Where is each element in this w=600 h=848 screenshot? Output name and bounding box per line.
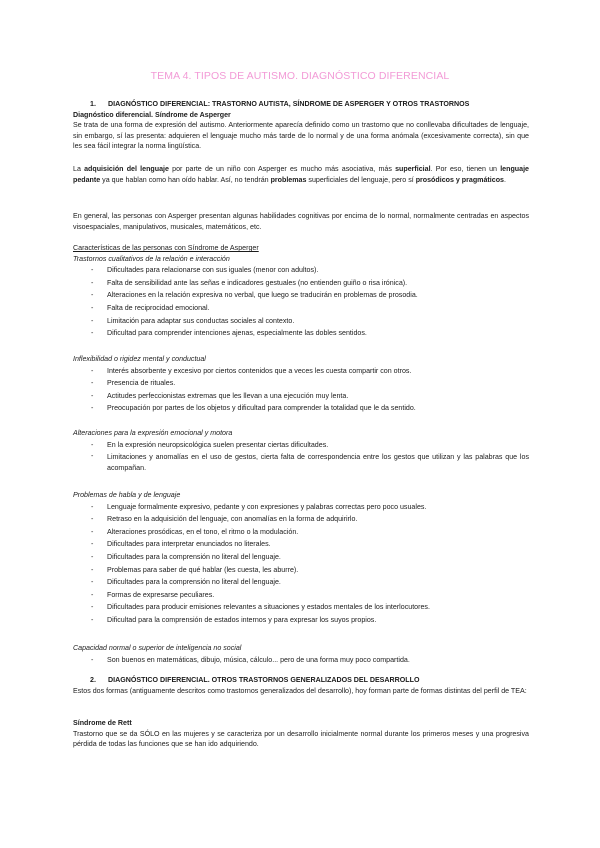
section-2-number: 2. (90, 676, 96, 684)
group-3-block (73, 428, 529, 475)
list-item (73, 402, 529, 415)
dash-bullet: - (91, 316, 94, 325)
group-4-block (73, 490, 529, 627)
list-item (73, 315, 529, 328)
section-1-paragraph-3: En general, las personas con Asperger presentan algunas habilidades cognitivas por encima de lo normal, normalmente centradas en aspectos visoespaciales, manipulativos, musicales, matemáticos, etc. (73, 212, 529, 231)
list-item-text: Problemas para saber de qué hablar (les cuesta, les aburre). (107, 565, 299, 574)
list-item-text: Dificultades para relacionarse con sus iguales (menor con adultos). (107, 266, 319, 275)
dash-bullet: - (91, 578, 94, 587)
list-item (73, 601, 529, 614)
group-3-list (73, 439, 529, 476)
list-item-text: Limitaciones y anomalías en el uso de gestos, cierta falta de correspondencia entre los gestos que utilizan y las palabras que los acompañan. (107, 453, 529, 472)
list-item-text: Dificultades para producir emisiones relevantes a situaciones y estados mentales de los interlocutores. (107, 603, 430, 612)
rett-block (73, 718, 529, 750)
section-2-paragraph-1: Estos dos formas (antiguamente descritos como trastornos generalizados del desarrollo), hoy forman parte de formas distintas del perfil de TEA: (73, 686, 527, 695)
p2-bold-2: superficial (395, 165, 431, 173)
list-item (73, 327, 529, 340)
list-item (73, 564, 529, 577)
list-item-text: En la expresión neuropsicológica suelen presentar ciertas dificultades. (107, 440, 329, 449)
dash-bullet: - (91, 291, 94, 300)
dash-bullet: - (91, 366, 94, 375)
p2-bold-1: adquisición del lenguaje (84, 165, 169, 173)
rett-text: Trastorno que se da SÓLO en las mujeres y se caracteriza por un desarrollo inicialmente normal durante los primeros meses y una progresiva pérdida de todas las funciones que se han ido adquiriendo. (73, 729, 529, 749)
list-item (73, 289, 529, 302)
dash-bullet: - (91, 278, 94, 287)
p2-text-5: superficiales del lenguaje, pero sí (306, 175, 416, 184)
list-item (73, 264, 529, 277)
group-2-title: Inflexibilidad o rigidez mental y conductual (73, 355, 206, 363)
list-item-text: Lenguaje formalmente expresivo, pedante y con expresiones y palabras correctas pero poco usuales. (107, 502, 427, 511)
characteristics-block (73, 243, 529, 340)
list-item (73, 576, 529, 589)
dash-bullet: - (91, 565, 94, 574)
dash-bullet: - (91, 540, 94, 549)
group-3-title: Alteraciones para la expresión emocional y motora (73, 429, 233, 437)
group-2-list (73, 365, 529, 415)
group-5-list (73, 654, 529, 667)
list-item-text: Dificultad para comprender intenciones ajenas, especialmente las dobles sentidos. (107, 329, 367, 338)
list-item-text: Dificultad para la comprensión de estados internos y para expresar los suyos propios. (107, 615, 377, 624)
p2-text-4: ya que hablan como han oído hablar. Así, no tendrán (100, 175, 271, 184)
list-item (73, 451, 529, 475)
section-1-number: 1. (90, 100, 96, 108)
p2-bold-5: prosódicos y pragmáticos (415, 175, 504, 184)
list-item-text: Actitudes perfeccionistas extremas que les llevan a una ejecución muy lenta. (107, 391, 349, 400)
list-item-text: Interés absorbente y excesivo por ciertos contenidos que a veces les cuesta compartir con otros. (107, 366, 412, 375)
dash-bullet: - (91, 303, 94, 312)
list-item (73, 654, 529, 667)
dash-bullet: - (91, 452, 94, 461)
section-1-paragraph-1: Se trata de una forma de expresión del autismo. Anteriormente aparecía definido como un trastorno que no conllevaba dificultades de lenguaje, sin embargo, sí las presenta: adquieren el lenguaje mucho más tarde de lo normal y de una forma anómala (excesivamente correcta), sin que les sea fácil integrar la norma lingüística. (73, 121, 529, 151)
p2-bold-3: lenguaje pedante (73, 165, 529, 184)
list-item (73, 277, 529, 290)
dash-bullet: - (91, 404, 94, 413)
dash-bullet: - (91, 590, 94, 599)
section-2-header (73, 675, 529, 696)
characteristics-title: Características de las personas con Síndrome de Asperger (73, 244, 259, 252)
list-item-text: Dificultades para interpretar enunciados no literales. (107, 540, 271, 549)
list-item (73, 390, 529, 403)
group-4-list (73, 501, 529, 627)
group-5-title: Capacidad normal o superior de inteligencia no social (73, 644, 242, 652)
p2-text-1: La (73, 165, 85, 173)
section-1-heading-text: DIAGNÓSTICO DIFERENCIAL: TRASTORNO AUTISTA, SÍNDROME DE ASPERGER Y OTROS TRASTORNOS (108, 100, 470, 108)
list-item-text: Retraso en la adquisición del lenguaje, con anomalías en la forma de adquirirlo. (107, 515, 358, 524)
dash-bullet: - (91, 655, 94, 664)
section-1-heading (73, 99, 529, 110)
p2-bold-4: problemas (270, 175, 307, 184)
rett-title: Síndrome de Rett (73, 719, 132, 727)
dash-bullet: - (91, 502, 94, 511)
dash-bullet: - (91, 527, 94, 536)
dash-bullet: - (91, 391, 94, 400)
p2-text-3: . Por eso, tienen un (430, 165, 501, 173)
list-item (73, 302, 529, 315)
dash-bullet: - (91, 552, 94, 561)
list-item-text: Formas de expresarse peculiares. (107, 590, 215, 599)
section-2-heading (73, 675, 529, 686)
group-2-block (73, 354, 529, 415)
p2-text-2: por parte de un niño con Asperger es mucho más asociativa, más (168, 165, 396, 173)
list-item-text: Alteraciones en la relación expresiva no verbal, que luego se traducirán en problemas de prosodia. (107, 291, 418, 300)
group-4-title: Problemas de habla y de lenguaje (73, 491, 181, 499)
list-item-text: Falta de reciprocidad emocional. (107, 303, 210, 312)
list-item-text: Falta de sensibilidad ante las señas e indicadores gestuales (no entienden guiño o risa irónica). (107, 278, 408, 287)
list-item (73, 538, 529, 551)
list-item (73, 551, 529, 564)
list-item-text: Dificultades para la comprensión no literal del lenguaje. (107, 578, 281, 587)
group-1-title: Trastornos cualitativos de la relación e interacción (73, 254, 230, 263)
dash-bullet: - (91, 515, 94, 524)
list-item-text: Son buenos en matemáticas, dibujo, música, cálculo... pero de una forma muy poco compartida. (107, 655, 410, 664)
list-item-text: Presencia de rituales. (107, 379, 176, 388)
section-2-heading-text: DIAGNÓSTICO DIFERENCIAL. OTROS TRASTORNOS GENERALIZADOS DEL DESARROLLO (108, 676, 420, 684)
list-item (73, 589, 529, 602)
section-1-subheading: Diagnóstico diferencial. Síndrome de Asperger (73, 110, 231, 119)
dash-bullet: - (91, 266, 94, 275)
document-title: TEMA 4. TIPOS DE AUTISMO. DIAGNÓSTICO DIFERENCIAL (150, 70, 450, 82)
list-item-text: Limitación para adaptar sus conductas sociales al contexto. (107, 316, 295, 325)
section-1-header (73, 99, 529, 152)
list-item-text: Dificultades para la comprensión no literal del lenguaje. (107, 552, 281, 561)
dash-bullet: - (91, 440, 94, 449)
list-item (73, 365, 529, 378)
p2-text-6: . (504, 175, 506, 184)
list-item (73, 526, 529, 539)
group-1-list (73, 264, 529, 340)
list-item-text: Alteraciones prosódicas, en el tono, el ritmo o la modulación. (107, 527, 299, 536)
list-item (73, 439, 529, 452)
list-item (73, 513, 529, 526)
dash-bullet: - (91, 329, 94, 338)
list-item (73, 377, 529, 390)
section-1-paragraph-2 (73, 164, 529, 185)
group-5-block (73, 643, 529, 666)
dash-bullet: - (91, 615, 94, 624)
list-item (73, 614, 529, 627)
dash-bullet: - (91, 603, 94, 612)
list-item (73, 501, 529, 514)
dash-bullet: - (91, 379, 94, 388)
list-item-text: Preocupación por partes de los objetos y dificultad para comprender la totalidad que le da sentido. (107, 404, 416, 413)
